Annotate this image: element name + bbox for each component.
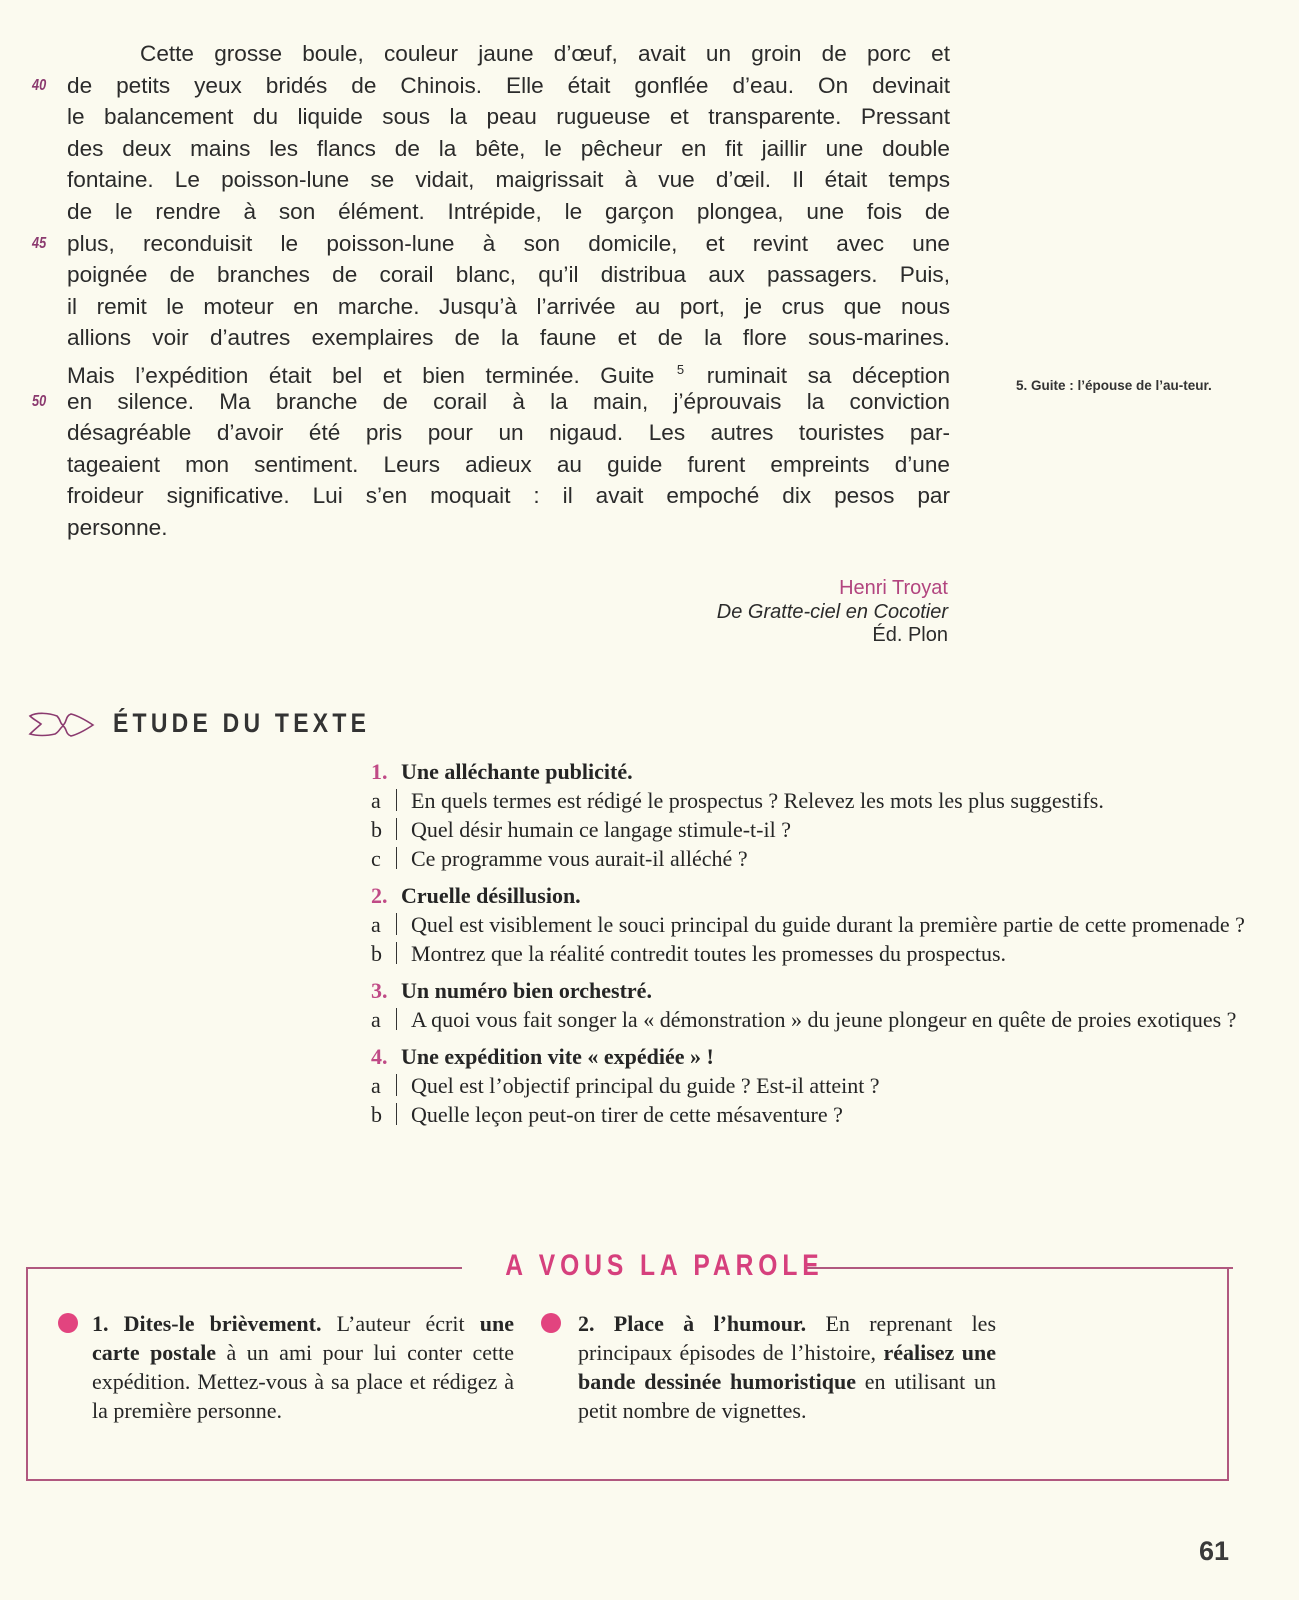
- prose-line: [67, 259, 950, 291]
- activity-emphasis: une carte postale: [92, 1311, 514, 1365]
- prose-line-text: de le rendre à son élément. Intrépide, le garçon plongea, une fois de: [67, 198, 950, 224]
- publisher: Éd. Plon: [872, 624, 948, 646]
- activity-heading: 2. Place à l’humour.: [578, 1311, 807, 1336]
- line-number: 40: [32, 76, 47, 94]
- question-text: Quel est visiblement le souci principal du guide durant la première partie de cette promenade ?: [411, 912, 1245, 937]
- prose-line-text: désagréable d’avoir été pris pour un nigaud. Les autres touristes par-: [67, 420, 950, 446]
- prose-line: [67, 480, 950, 512]
- prose-line-text: le balancement du liquide sous la peau rugueuse et transparente. Pressant: [67, 104, 950, 130]
- prose-line: [32, 228, 950, 260]
- divider: [396, 1074, 397, 1096]
- line-number: 45: [32, 234, 47, 252]
- box-top-rule-left: [26, 1267, 462, 1269]
- question-letter: b: [371, 941, 382, 966]
- question-item: [371, 939, 1261, 968]
- author-name: Henri Troyat: [839, 577, 948, 599]
- question-item: [371, 786, 1261, 815]
- question-text: Quel est l’objectif principal du guide ? Est-il atteint ?: [411, 1073, 880, 1098]
- question-section-title: [371, 1042, 1261, 1071]
- bullet-icon: [541, 1313, 561, 1333]
- prose-line-text: des deux mains les flancs de la bête, le pêcheur en fit jaillir une double: [67, 135, 950, 161]
- bullet-icon: [58, 1313, 78, 1333]
- prose-line-text: plus, reconduisit le poisson-lune à son domicile, et revint avec une: [67, 230, 950, 256]
- footnote-text: Guite : l’épouse de l’au-teur.: [1031, 378, 1212, 393]
- prose-line: [67, 354, 950, 386]
- question-letter: a: [371, 788, 381, 813]
- divider: [396, 1008, 397, 1030]
- footnote-number: 5.: [1016, 378, 1028, 393]
- prose-line: [67, 101, 950, 133]
- question-title: Une expédition vite « expédiée » !: [401, 1044, 714, 1069]
- prose-line: [67, 449, 950, 481]
- activity-text: En reprenant les principaux épisodes de l’histoire,: [578, 1311, 997, 1365]
- question-letter: a: [371, 912, 381, 937]
- prose-fragment: ruminait sa déception: [706, 362, 951, 388]
- question-letter: a: [371, 1073, 381, 1098]
- question-number: 3.: [371, 978, 388, 1003]
- question-text: Quelle leçon peut-on tirer de cette mésaventure ?: [411, 1102, 843, 1127]
- parole-title: A VOUS LA PAROLE: [505, 1249, 824, 1282]
- activity-2: [578, 1309, 996, 1425]
- prose-line: [32, 70, 950, 102]
- prose-line: [67, 291, 950, 323]
- parole-box: [26, 1249, 1229, 1481]
- prose-line-text: poignée de branches de corail blanc, qu’il distribua aux passagers. Puis,: [67, 262, 950, 288]
- question-letter: b: [371, 817, 382, 842]
- question-item: [371, 844, 1261, 873]
- question-title: Cruelle désillusion.: [401, 883, 581, 908]
- divider: [396, 913, 397, 935]
- question-number: 2.: [371, 883, 388, 908]
- prose-fragment: Mais l’expédition était bel et bien terminée. Guite: [67, 362, 655, 388]
- footnote-reference[interactable]: 5: [676, 361, 685, 377]
- question-letter: b: [371, 1102, 382, 1127]
- activity-1: [92, 1309, 514, 1425]
- question-title: Un numéro bien orchestré.: [401, 978, 652, 1003]
- activity-text: L’auteur écrit: [321, 1311, 480, 1336]
- prose-line-text: de petits yeux bridés de Chinois. Elle était gonflée d’eau. On devinait: [67, 72, 950, 98]
- prose-line: [67, 417, 950, 449]
- question-list: [371, 757, 1261, 1129]
- prose-line-text: fontaine. Le poisson-lune se vidait, maigrissait à vue d’œil. Il était temps: [67, 167, 950, 193]
- box-top-rule-right: [804, 1267, 1233, 1269]
- page-number: 61: [1199, 1536, 1230, 1566]
- question-letter: a: [371, 1007, 381, 1032]
- divider: [396, 789, 397, 811]
- question-section-title: [371, 976, 1261, 1005]
- prose-line-text: froideur significative. Lui s’en moquait : il avait empoché dix pesos par: [67, 483, 950, 509]
- question-text: Montrez que la réalité contredit toutes les promesses du prospectus.: [411, 941, 1007, 966]
- question-item: [371, 910, 1261, 939]
- question-title: Une alléchante publicité.: [401, 759, 633, 784]
- attribution: [717, 577, 948, 648]
- prose-line: [67, 322, 950, 354]
- divider: [396, 1103, 397, 1125]
- divider: [396, 847, 397, 869]
- prose-line-text: personne.: [67, 514, 168, 540]
- question-item: [371, 1100, 1261, 1129]
- prose-line-text: Cette grosse boule, couleur jaune d’œuf, avait un groin de porc et: [140, 41, 950, 66]
- prose-line-text: tageaient mon sentiment. Leurs adieux au guide furent empreints d’une: [67, 451, 950, 477]
- excerpt-text: [32, 38, 951, 544]
- question-text: Quel désir humain ce langage stimule-t-il ?: [411, 817, 791, 842]
- question-item: [371, 815, 1261, 844]
- question-number: 4.: [371, 1044, 388, 1069]
- prose-line-text: en silence. Ma branche de corail à la main, j’éprouvais la conviction: [67, 388, 950, 414]
- prose-line: [67, 133, 950, 165]
- question-text: Ce programme vous aurait-il alléché ?: [411, 846, 748, 871]
- prose-line: [67, 164, 950, 196]
- question-text: En quels termes est rédigé le prospectus ? Relevez les mots les plus suggestifs.: [411, 788, 1104, 813]
- question-section-title: [371, 881, 1261, 910]
- question-letter: c: [371, 846, 381, 871]
- divider: [396, 818, 397, 840]
- etude-header: [27, 708, 416, 739]
- question-item: [371, 1005, 1261, 1034]
- prose-line-text: allions voir d’autres exemplaires de la faune et de la flore sous-marines.: [67, 325, 950, 351]
- prose-line-text: il remit le moteur en marche. Jusqu’à l’arrivée au port, je crus que nous: [67, 293, 950, 319]
- question-text: A quoi vous fait songer la « démonstration » du jeune plongeur en quête de proies exotiques ?: [411, 1007, 1237, 1032]
- arrow-outline-icon: [27, 710, 97, 738]
- prose-line: [67, 38, 950, 70]
- book-title: De Gratte-ciel en Cocotier: [716, 600, 948, 623]
- activity-heading: 1. Dites-le brièvement.: [92, 1311, 322, 1336]
- activity-emphasis: réalisez une bande dessinée humoristique: [578, 1340, 996, 1394]
- line-number: 50: [32, 392, 47, 410]
- footnote: [1016, 377, 1266, 394]
- question-item: [371, 1071, 1261, 1100]
- question-number: 1.: [371, 759, 388, 784]
- prose-line: [67, 196, 950, 228]
- activity-text: en utilisant un petit nombre de vignettes.: [578, 1369, 996, 1423]
- divider: [396, 942, 397, 964]
- prose-line: [67, 512, 950, 544]
- activity-text: à un ami pour lui conter cette expédition. Mettez-vous à sa place et rédigez à la première personne.: [92, 1340, 514, 1423]
- prose-line: [32, 386, 950, 418]
- section-title: ÉTUDE DU TEXTE: [113, 708, 371, 738]
- question-section-title: [371, 757, 1261, 786]
